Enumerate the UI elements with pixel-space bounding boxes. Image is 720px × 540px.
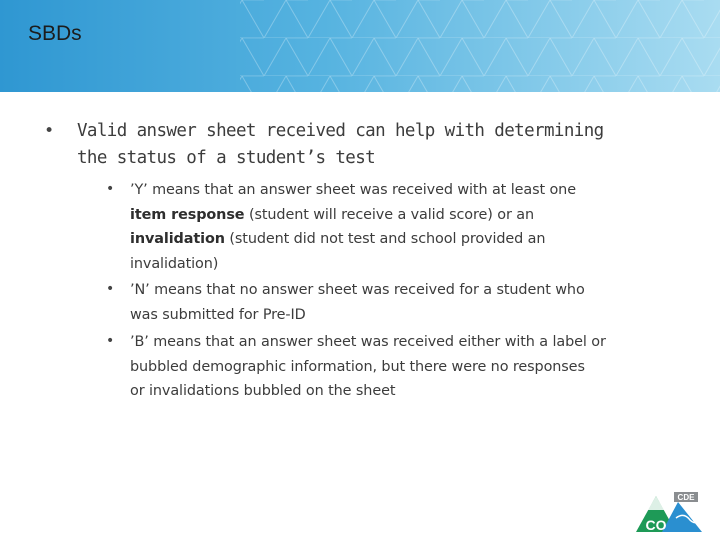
sub-bullet-marker: • [106,281,115,297]
sub-bullet-marker: • [106,333,115,349]
sub-bullet-n [130,278,690,327]
sub-bullet-marker: • [106,181,115,197]
main-bullet-marker: • [44,121,55,141]
sub-bullet-line: ’N’ means that no answer sheet was received for a student who [130,282,585,298]
logo-blue-triangle [662,502,702,532]
sub-bullet-line: invalidation (student did not test and school provided an [130,231,546,247]
logo-co-text: CO [645,517,667,533]
sub-bullet-b [130,330,690,404]
main-bullet-line-1: Valid answer sheet received can help with determining [77,121,604,141]
sub-bullet-line: item response (student will receive a valid score) or an [130,206,534,223]
slide-title: SBDs [28,22,82,45]
sub-bullet-line: invalidation) [130,255,219,272]
logo-cde-text: CDE [677,493,695,502]
sub-bullet-line: was submitted for Pre-ID [130,306,306,323]
sub-bullet-line: or invalidations bubbled on the sheet [130,383,396,399]
sub-bullet-line: ’B’ means that an answer sheet was received either with a label or [130,334,606,350]
sub-bullet-line: bubbled demographic information, but there were no responses [130,358,585,375]
sub-bullet-line: ’Y’ means that an answer sheet was received with at least one [130,182,576,198]
emphasis-item-response: item response [130,206,245,223]
sub-bullet-y [130,178,690,276]
cde-colorado-logo [632,488,708,536]
main-bullet-line-2: the status of a student’s test [77,148,376,168]
emphasis-invalidation: invalidation [130,231,225,247]
main-bullet-text [77,118,707,172]
